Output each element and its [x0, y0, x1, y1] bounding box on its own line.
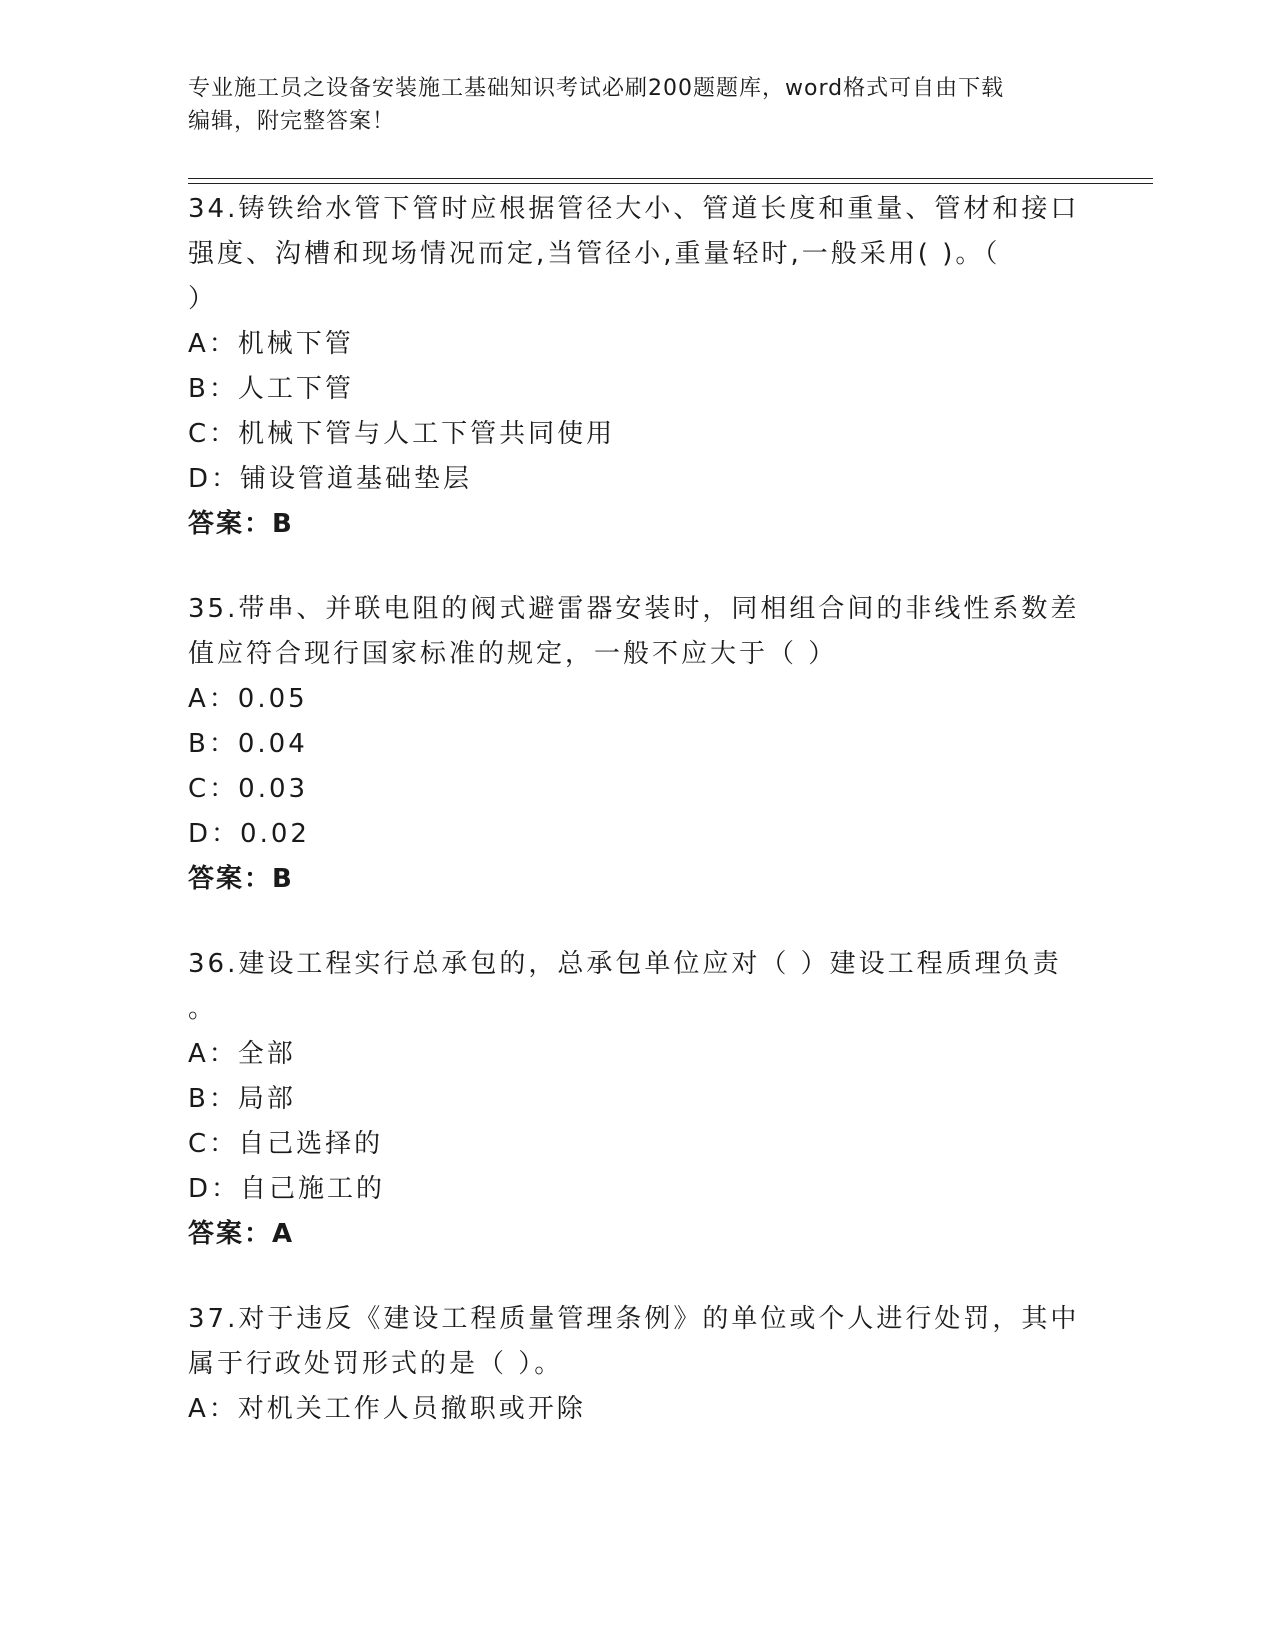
- option-d: [188, 812, 1098, 857]
- question-35: [188, 587, 1098, 902]
- option-letter: D：: [188, 464, 241, 494]
- option-text: 0.04: [237, 729, 308, 759]
- option-letter: A：: [188, 684, 238, 714]
- question-text-line: ）: [188, 284, 218, 314]
- option-text: 0.05: [237, 684, 308, 714]
- answer-line: 答案：A: [188, 1219, 295, 1249]
- option-text: 铺设管道基础垫层: [240, 464, 473, 494]
- option-text: 0.02: [240, 819, 310, 849]
- question-text-line: 35.带串、并联电阻的阀式避雷器安装时，同相组合间的非线性系数差: [188, 594, 1080, 624]
- option-letter: D：: [188, 819, 241, 849]
- option-c: [188, 1122, 1098, 1167]
- option-letter: A：: [188, 1394, 238, 1424]
- document-header: [188, 72, 1068, 138]
- option-letter: B：: [188, 1084, 238, 1114]
- option-letter: C：: [188, 419, 239, 449]
- option-c: [188, 767, 1098, 812]
- question-37: [188, 1297, 1098, 1432]
- option-letter: A：: [188, 329, 238, 359]
- answer-line: 答案：B: [188, 864, 294, 894]
- option-text: 自己施工的: [240, 1174, 386, 1204]
- header-line-2: 编辑，附完整答案！: [188, 109, 396, 134]
- header-line-1: 专业施工员之设备安装施工基础知识考试必刷200题题库，word格式可自由下载: [188, 76, 1005, 101]
- question-list: [188, 187, 1098, 1472]
- answer-line: 答案：B: [188, 509, 294, 539]
- option-d: [188, 457, 1098, 502]
- question-text-line: 37.对于违反《建设工程质量管理条例》的单位或个人进行处罚，其中: [188, 1304, 1080, 1334]
- question-text-line: 属于行政处罚形式的是（ ）。: [188, 1349, 564, 1379]
- option-text: 机械下管与人工下管共同使用: [238, 419, 616, 449]
- option-a: [188, 322, 1098, 367]
- question-text-line: 34.铸铁给水管下管时应根据管径大小、管道长度和重量、管材和接口: [188, 194, 1080, 224]
- option-letter: C：: [188, 774, 239, 804]
- option-text: 自己选择的: [238, 1129, 384, 1159]
- option-a: [188, 1387, 1098, 1432]
- option-text: 全部: [237, 1039, 296, 1069]
- option-a: [188, 1032, 1098, 1077]
- option-a: [188, 677, 1098, 722]
- option-b: [188, 1077, 1098, 1122]
- option-text: 0.03: [238, 774, 309, 804]
- option-text: 局部: [237, 1084, 296, 1114]
- question-text-line: 强度、沟槽和现场情况而定,当管径小,重量轻时,一般采用( )。（: [188, 239, 1001, 269]
- option-letter: B：: [188, 374, 238, 404]
- option-letter: A：: [188, 1039, 238, 1069]
- question-text-line: 。: [188, 994, 218, 1024]
- question-36: [188, 942, 1098, 1257]
- option-text: 人工下管: [237, 374, 354, 404]
- question-text-line: 36.建设工程实行总承包的，总承包单位应对（ ）建设工程质理负责: [188, 949, 1062, 979]
- option-c: [188, 412, 1098, 457]
- option-letter: B：: [188, 729, 238, 759]
- option-b: [188, 367, 1098, 412]
- header-rule-bottom: [188, 183, 1153, 184]
- question-text-line: 值应符合现行国家标准的规定，一般不应大于（ ）: [188, 639, 838, 669]
- header-rule-top: [188, 178, 1153, 179]
- option-letter: C：: [188, 1129, 239, 1159]
- question-34: [188, 187, 1098, 547]
- option-text: 对机关工作人员撤职或开除: [237, 1394, 586, 1424]
- option-b: [188, 722, 1098, 767]
- option-d: [188, 1167, 1098, 1212]
- option-letter: D：: [188, 1174, 241, 1204]
- option-text: 机械下管: [237, 329, 354, 359]
